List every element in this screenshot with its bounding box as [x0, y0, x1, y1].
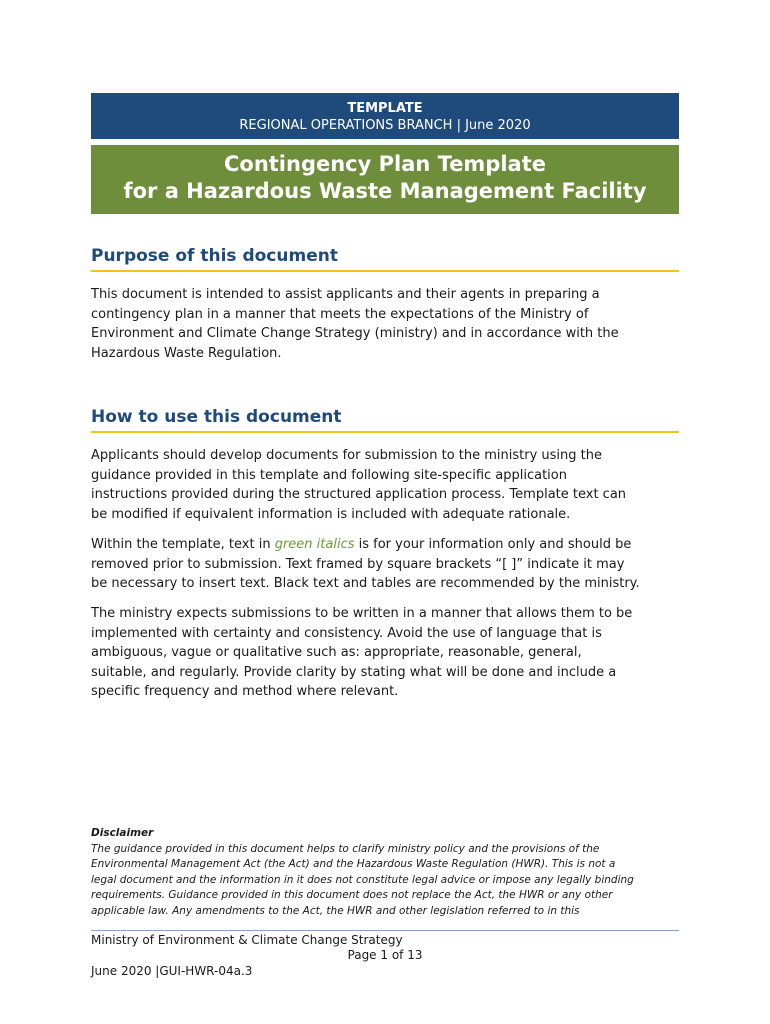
footer-divider: [91, 930, 679, 931]
howto-line: suitable, and regularly. Provide clarity by stating what will be done and include a: [91, 664, 617, 680]
document-title-line-1: Contingency Plan Template: [223, 152, 546, 176]
howto-line: implemented with certainty and consistency. Avoid the use of language that is: [91, 625, 602, 641]
howto-paragraph-1: [91, 446, 681, 524]
disclaimer-line: legal document and the information in it does not constitute legal advice or impose any legally binding: [91, 873, 634, 886]
purpose-line: contingency plan in a manner that meets the expectations of the Ministry of: [91, 306, 589, 322]
footer-version: June 2020 |GUI-HWR-04a.3: [91, 964, 253, 978]
title-banner: [91, 145, 679, 214]
howto-line: guidance provided in this template and following site-specific application: [91, 467, 567, 483]
purpose-line: This document is intended to assist applicants and their agents in preparing a: [91, 287, 600, 302]
template-label: TEMPLATE: [347, 101, 423, 116]
howto-line: be modified if equivalent information is included with adequate rationale.: [91, 506, 571, 522]
howto-line: [91, 535, 681, 555]
howto-line: Applicants should develop documents for submission to the ministry using the: [91, 448, 602, 463]
purpose-paragraph: [91, 285, 681, 363]
disclaimer-line: Environmental Management Act (the Act) and the Hazardous Waste Regulation (HWR). This is not a: [91, 858, 616, 870]
document-title-line-2: for a Hazardous Waste Management Facility: [123, 179, 647, 203]
howto-line: be necessary to insert text. Black text and tables are recommended by the ministry.: [91, 576, 640, 591]
footer-organization: Ministry of Environment & Climate Change Strategy: [91, 933, 403, 947]
howto-paragraph-3: [91, 604, 681, 702]
howto-heading: How to use this document: [91, 406, 679, 433]
purpose-heading: Purpose of this document: [91, 245, 679, 272]
branch-subtitle: REGIONAL OPERATIONS BRANCH | June 2020: [239, 118, 531, 133]
howto-line: specific frequency and method where relevant.: [91, 684, 399, 699]
purpose-line: Hazardous Waste Regulation.: [91, 345, 282, 361]
howto-line: ambiguous, vague or qualitative such as: appropriate, reasonable, general,: [91, 645, 582, 660]
howto-line: The ministry expects submissions to be written in a manner that allows them to be: [91, 606, 633, 621]
howto-paragraph-2: [91, 535, 681, 594]
disclaimer-line: requirements. Guidance provided in this document does not replace the Act, the HWR or any other: [91, 889, 613, 901]
green-italics-sample: green italics: [274, 537, 355, 552]
text-before: Within the template, text in: [91, 537, 275, 552]
howto-line: instructions provided during the structured application process. Template text can: [91, 487, 627, 502]
header-banner: [91, 93, 679, 139]
howto-line: removed prior to submission. Text framed by square brackets “[ ]” indicate it may: [91, 556, 625, 572]
disclaimer-block: [91, 826, 683, 919]
disclaimer-line: applicable law. Any amendments to the Act, the HWR and other legislation referred to in this: [91, 904, 580, 917]
text-after: is for your information only and should be: [354, 537, 632, 552]
purpose-line: Environment and Climate Change Strategy (ministry) and in accordance with the: [91, 326, 619, 341]
disclaimer-title: Disclaimer: [91, 827, 154, 839]
disclaimer-line: The guidance provided in this document helps to clarify ministry policy and the provisions of the: [91, 842, 600, 855]
footer-page-number: Page 1 of 13: [347, 948, 423, 962]
